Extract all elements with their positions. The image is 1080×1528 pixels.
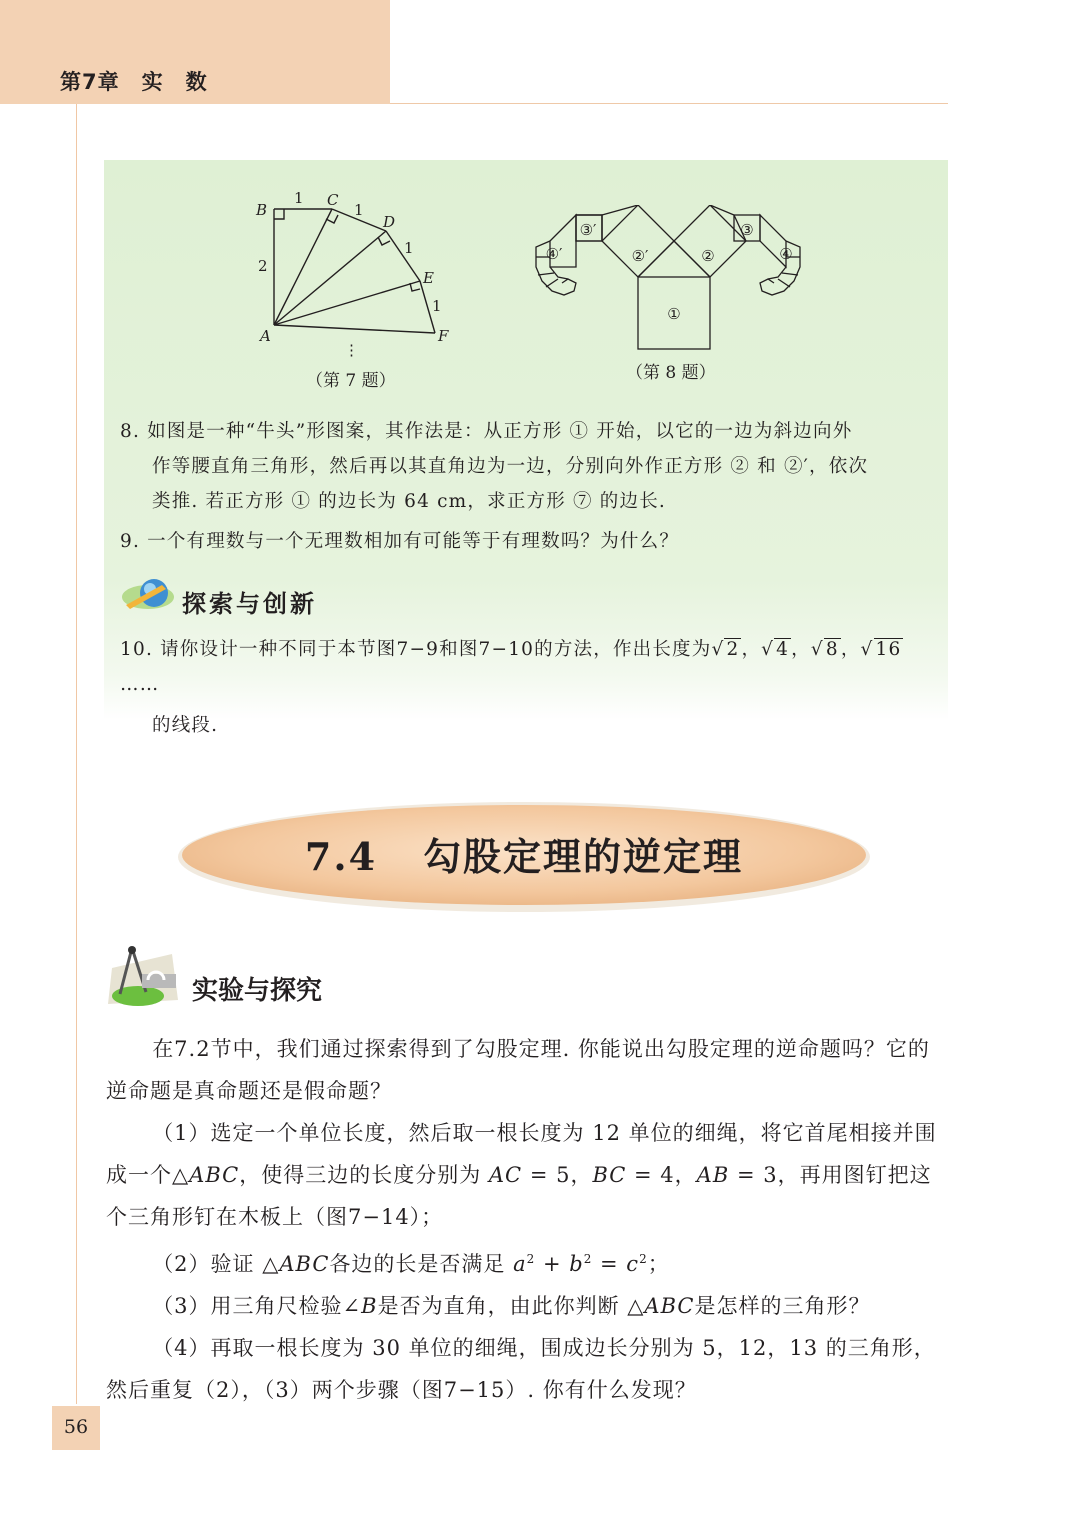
square-1-label: ① [667,305,681,323]
explore-section-title: 探索与创新 [182,589,317,618]
square-4-label: ④ [779,245,793,263]
paragraph-3: （2）验证 △ABC各边的长是否满足 $a^2 + b^2 = c^2$； [152,1252,670,1276]
exercise-8-line1: 8. 如图是一种“牛头”形图案，其作法是：从正方形 ① 开始，以它的一边为斜边向外 [120,421,853,442]
body-paragraphs [106,1028,950,1411]
label-F: F [438,327,449,345]
length-AB: 2 [258,257,268,275]
figure-7-diagram [240,185,470,365]
figure-8-diagram [528,205,818,365]
separator: ， [791,639,811,660]
paragraph-2: （1）选定一个单位长度，然后取一根长度为 12 单位的细绳，将它首尾相接并围成一个△ABC，使得三边的长度分别为 AC = 5，BC = 4，AB = 3，再用图钉把这个三角形钉在木板上（图7−14）； [106,1121,937,1229]
length-CD: 1 [354,201,364,219]
page-number: 56 [63,1416,89,1438]
sqrt-16: √ 16 [860,639,902,660]
separator: ， [840,639,861,660]
chapter-title: 第7章 实 数 [60,70,208,94]
length-EF: 1 [432,297,442,315]
section-number: 7.4 [304,834,378,879]
square-2-label: ② [701,247,715,265]
label-E: E [423,269,434,287]
label-B: B [256,201,268,219]
length-BC: 1 [294,189,304,207]
lab-section-title: 实验与探究 [192,976,323,1006]
section-title [176,826,872,881]
length-DE: 1 [404,239,414,257]
paragraph-1: 在7.2节中，我们通过探索得到了勾股定理. 你能说出勾股定理的逆命题吗？它的逆命题是真命题还是假命题？ [106,1037,930,1103]
exercise-10-line2: 的线段. [152,715,219,736]
globe-pencil-icon [118,575,176,615]
separator: ， [741,639,762,660]
exercise-8-line3: 类推. 若正方形 ① 的边长为 64 cm，求正方形 ⑦ 的边长. [152,491,666,512]
exercise-8-line2: 作等腰直角三角形，然后再以其直角边为一边，分别向外作正方形 ② 和 ②′，依次 [152,456,869,477]
exercise-10-prefix: 10. 请你设计一种不同于本节图7−9和图7−10的方法，作出长度为 [120,639,712,660]
sqrt-4: √ 4 [761,639,790,660]
square-3p-label: ③′ [579,221,597,239]
header-rule [390,103,948,104]
square-3-label: ③ [740,221,754,239]
section-name: 勾股定理的逆定理 [423,834,744,879]
sqrt-8: √ 8 [810,639,839,660]
continuation-dots: ⋮ [344,341,359,359]
exercise-8 [120,414,935,519]
paragraph-5: （4）再取一根长度为 30 单位的细绳，围成边长分别为 5，12，13 的三角形，然后重复（2），（3）两个步骤（图7−15）. 你有什么发现？ [106,1336,936,1402]
margin-rule [76,104,77,1404]
exercise-9: 9. 一个有理数与一个无理数相加有可能等于有理数吗？为什么？ [120,531,680,552]
paragraph-4: （3）用三角尺检验∠B是否为直角，由此你判断 △ABC是怎样的三角形？ [152,1294,871,1318]
figure-8-caption: （第 8 题） [626,363,716,383]
figure-7-caption: （第 7 题） [306,371,396,391]
label-C: C [327,191,339,209]
sqrt-2: √ 2 [711,639,740,660]
label-A: A [260,327,271,345]
square-4p-label: ④′ [545,245,563,263]
ellipsis: …… [120,674,160,695]
label-D: D [383,213,396,231]
exercise-10 [120,632,935,743]
square-2p-label: ②′ [631,247,649,265]
compass-ruler-icon [102,944,182,1010]
